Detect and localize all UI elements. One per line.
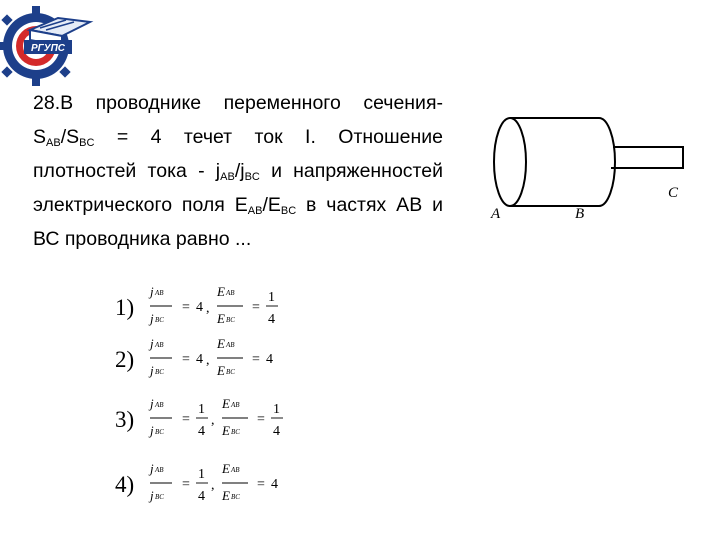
problem-text-part2: = 4 течет ток I. Отношение плотностей тока - j xyxy=(33,126,443,182)
formula-symbol: j xyxy=(150,311,154,326)
comma: , xyxy=(211,478,215,493)
value-numerator: 1 xyxy=(198,467,205,482)
formula-subscript: BC xyxy=(155,428,164,436)
wide-cylinder-end xyxy=(494,118,526,206)
value-numerator: 1 xyxy=(273,402,280,417)
value-denominator: 4 xyxy=(198,424,205,439)
formula-symbol: j xyxy=(150,461,154,476)
formula-symbol: E xyxy=(222,423,230,438)
formula-subscript: AB xyxy=(155,289,164,297)
option-formula xyxy=(150,279,330,337)
label-a: A xyxy=(491,206,501,222)
formula-symbol: j xyxy=(150,363,154,378)
formula-subscript: BC xyxy=(226,368,235,376)
option-formula xyxy=(150,331,330,389)
formula-subscript: BC xyxy=(231,493,240,501)
formula-symbol: j xyxy=(150,336,154,351)
option-number: 1) xyxy=(115,295,135,320)
option-number: 2) xyxy=(115,347,135,372)
formula-symbol: E xyxy=(217,311,225,326)
equals-sign: = xyxy=(257,477,265,492)
option-number: 4) xyxy=(115,472,135,497)
formula-subscript: AB xyxy=(231,401,240,409)
formula-symbol: E xyxy=(217,284,225,299)
formula-subscript: AB xyxy=(155,401,164,409)
value-denominator: 4 xyxy=(198,489,205,504)
formula-subscript: BC xyxy=(155,368,164,376)
problem-separator: /S xyxy=(60,126,80,148)
subscript-bc: BC xyxy=(280,205,297,217)
formula-symbol: j xyxy=(150,423,154,438)
equals-sign: = xyxy=(252,300,260,315)
formula-symbol: E xyxy=(222,396,230,411)
option-formula xyxy=(150,391,330,449)
formula-symbol: j xyxy=(150,284,154,299)
value: 4 xyxy=(266,352,273,367)
equals-sign: = xyxy=(182,412,190,427)
formula-subscript: BC xyxy=(155,493,164,501)
formula-symbol: j xyxy=(150,488,154,503)
formula-subscript: BC xyxy=(231,428,240,436)
problem-separator: /E xyxy=(262,194,281,216)
value-numerator: 1 xyxy=(198,402,205,417)
logo-text: РГУПС xyxy=(31,43,65,54)
label-b: B xyxy=(575,206,585,222)
comma: , xyxy=(206,301,210,316)
value: 4 xyxy=(196,300,203,315)
value: 4 xyxy=(271,477,278,492)
comma: , xyxy=(206,353,210,368)
equals-sign: = xyxy=(182,300,190,315)
formula-symbol: E xyxy=(222,488,230,503)
option-formula xyxy=(150,456,330,514)
problem-text-part3: и напряженностей электрического поля E xyxy=(33,160,443,216)
option-number: 3) xyxy=(115,407,135,432)
formula-subscript: BC xyxy=(226,316,235,324)
problem-text-part1: 28.В проводнике переменного сечения-S xyxy=(33,92,443,148)
formula-subscript: AB xyxy=(226,289,235,297)
comma: , xyxy=(211,413,215,428)
equals-sign: = xyxy=(182,352,190,367)
value-denominator: 4 xyxy=(273,424,280,439)
formula-symbol: E xyxy=(222,461,230,476)
formula-symbol: E xyxy=(217,363,225,378)
formula-subscript: BC xyxy=(155,316,164,324)
equals-sign: = xyxy=(182,477,190,492)
subscript-ab: AB xyxy=(247,205,263,217)
formula-subscript: AB xyxy=(231,466,240,474)
formula-subscript: AB xyxy=(155,341,164,349)
problem-text-part4: в частях АВ и ВС проводника равно ... xyxy=(33,194,443,250)
equals-sign: = xyxy=(252,352,260,367)
conductor-diagram xyxy=(482,110,697,235)
formula-symbol: E xyxy=(217,336,225,351)
formula-subscript: AB xyxy=(226,341,235,349)
university-logo xyxy=(0,0,95,88)
label-c: C xyxy=(668,185,679,201)
subscript-ab: AB xyxy=(220,171,235,183)
subscript-bc: BC xyxy=(244,171,260,183)
narrow-cylinder xyxy=(611,147,683,168)
problem-statement xyxy=(33,86,443,256)
formula-symbol: j xyxy=(150,396,154,411)
value: 4 xyxy=(196,352,203,367)
problem-separator: /j xyxy=(234,160,245,182)
formula-subscript: AB xyxy=(155,466,164,474)
equals-sign: = xyxy=(257,412,265,427)
value-numerator: 1 xyxy=(268,290,275,305)
subscript-bc: BC xyxy=(79,137,95,149)
value-denominator: 4 xyxy=(268,312,275,327)
subscript-ab: AB xyxy=(46,137,61,149)
